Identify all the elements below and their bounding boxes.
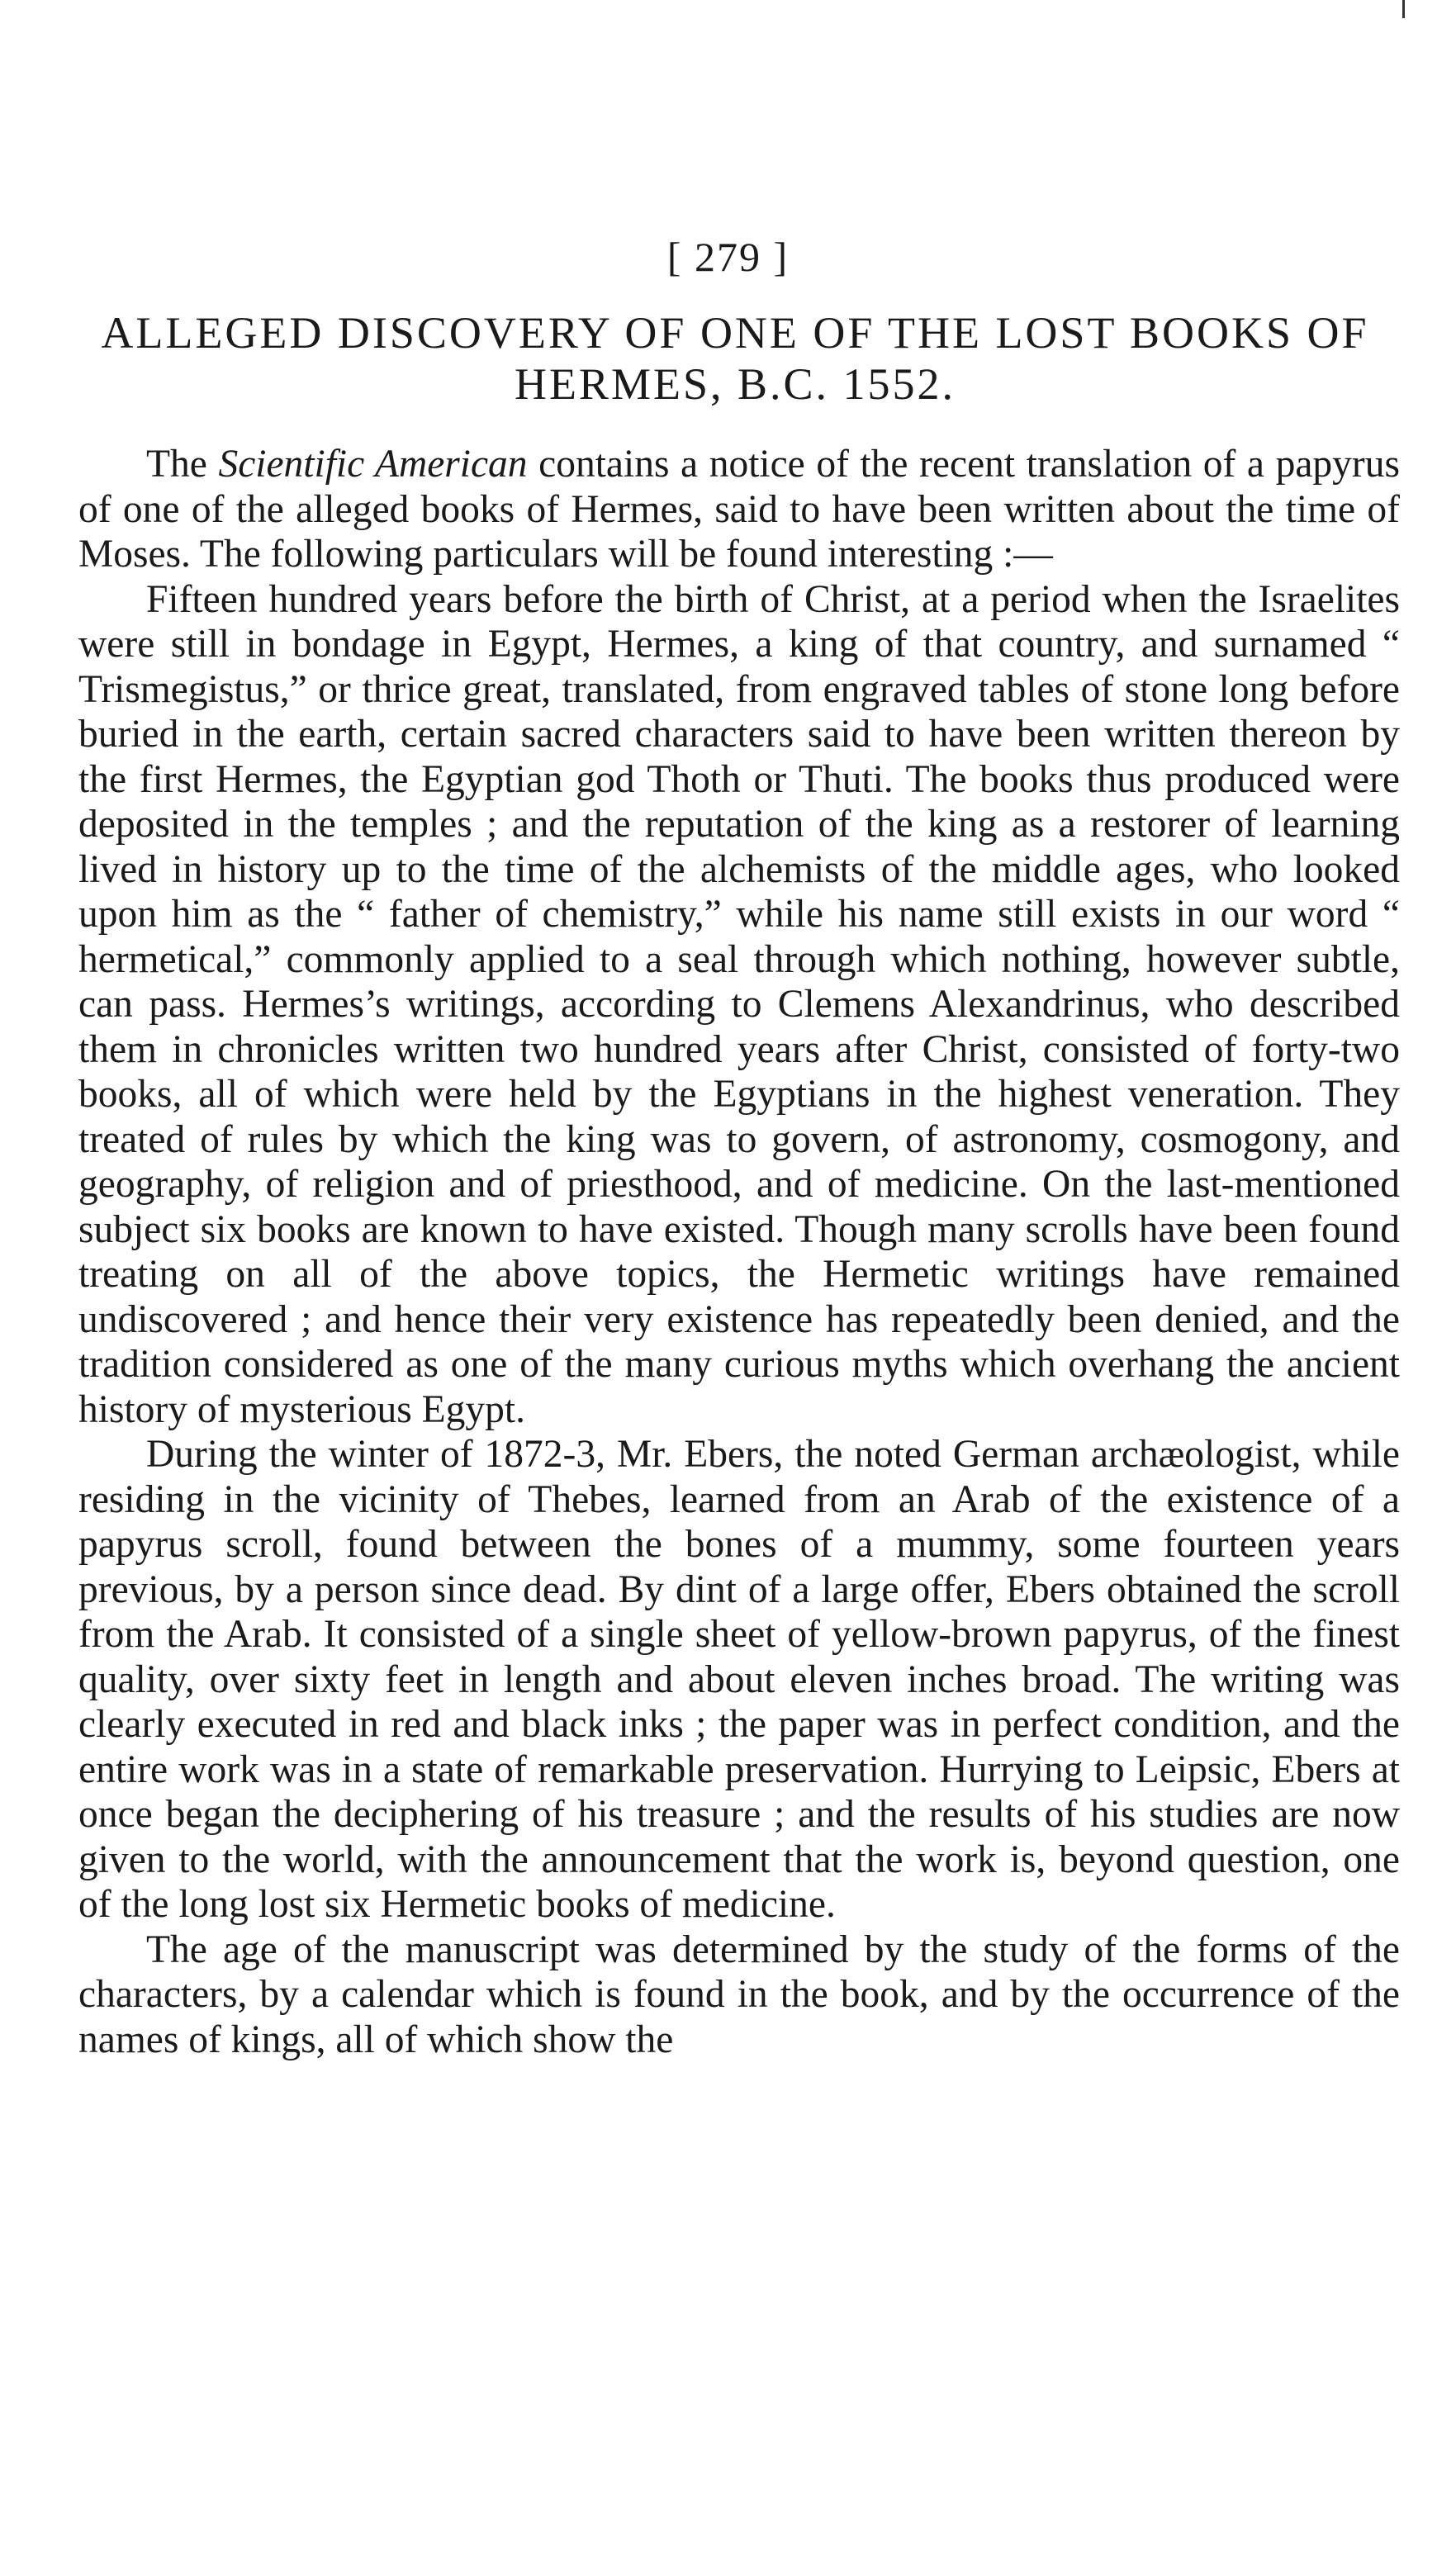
page-edge-mark: [1402, 0, 1405, 18]
publication-name: Scientific American: [218, 443, 528, 486]
paragraph-2: Fifteen hundred years before the birth of Christ, at a period when the Israelites were still in bondage in Egypt, Hermes, a king of that country, and surnamed “ Trismegistus,” or thrice great, translated, from engraved tables of stone long before buried in the earth, certain sacred characters said to have been written thereon by the first Hermes, the Egyptian god Thoth or Thuti. The books thus produced were deposited in the temples ; and the reputation of the king as a restorer of learning lived in history up to the time of the alchemists of the middle ages, who looked upon him as the “ father of chemistry,” while his name still exists in our word “ hermetical,” commonly applied to a seal through which nothing, however subtle, can pass. Hermes’s writings, according to Clemens Alexandrinus, who described them in chronicles written two hundred years after Christ, consisted of forty-two books, all of which were held by the Egyptians in the highest veneration. They treated of rules by which the king was to govern, of astronomy, cosmogony, and geography, of religion and of priesthood, and of medicine. On the last-mentioned subject six books are known to have existed. Though many scrolls have been found treating on all of the above topics, the Hermetic writings have remained undiscovered ; and hence their very existence has repeatedly been denied, and the tradition considered as one of the many curious myths which overhang the ancient history of mysterious Egypt.: [78, 577, 1400, 1431]
paragraph-4: The age of the manuscript was determined by the study of the forms of the characters, by a calendar which is found in the book, and by the occurrence of the names of kings, all of which show the: [78, 1928, 1400, 2061]
paragraph-1-rest: contains a notice of the recent translation of a papyrus of one of the alleged books of Hermes, said to have been written about the time of Moses. The following particulars will be found interesting :—: [78, 443, 1400, 576]
article-body: [78, 442, 1400, 2062]
article-title: ALLEGED DISCOVERY OF ONE OF THE LOST BOOKS OF HERMES, B.C. 1552.: [101, 308, 1369, 409]
paragraph-1-start: The: [146, 443, 219, 486]
paragraph-3: During the winter of 1872-3, Mr. Ebers, the noted German archæologist, while residing in the vicinity of Thebes, learned from an Arab of the existence of a papyrus scroll, found between the bones of a mummy, some fourteen years previous, by a person since dead. By dint of a large offer, Ebers obtained the scroll from the Arab. It consisted of a single sheet of yellow-brown papyrus, of the finest quality, over sixty feet in length and about eleven inches broad. The writing was clearly executed in red and black inks ; the paper was in perfect condition, and the entire work was in a state of remarkable preservation. Hurrying to Leipsic, Ebers at once began the deciphering of his treasure ; and the results of his studies are now given to the world, with the announcement that the work is, beyond question, one of the long lost six Hermetic books of medicine.: [78, 1433, 1400, 1926]
paragraph-1: [78, 442, 1400, 577]
page-number: [ 279 ]: [666, 234, 790, 280]
